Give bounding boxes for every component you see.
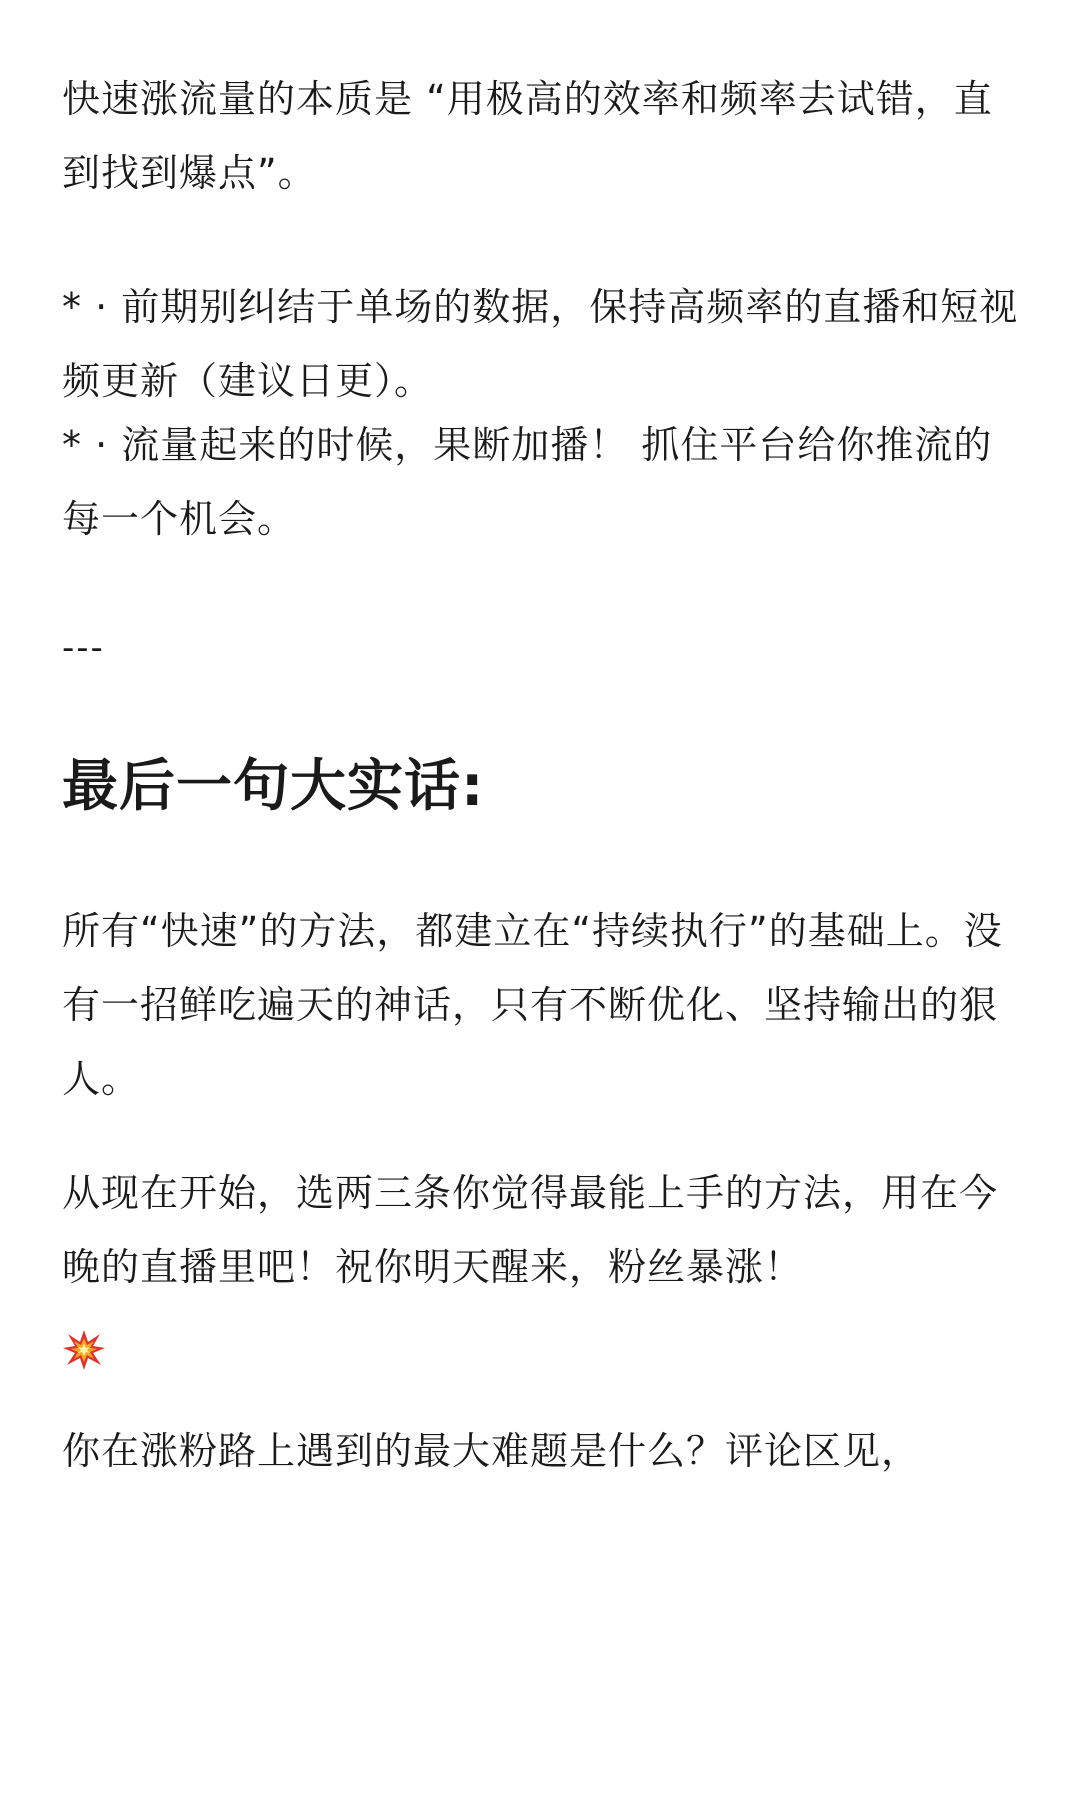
collision-emoji-icon: [62, 1322, 106, 1366]
bullet-text: 前期别纠结于单场的数据，保持高频率的直播和短视频更新（建议日更）。: [62, 285, 1019, 403]
paragraph-conclusion: 所有“快速”的方法，都建立在“持续执行”的基础上。没有一招鲜吃遍天的神话，只有不断优化、坚持输出的狠人。: [62, 909, 1003, 1101]
bullet-item-1: [62, 270, 1022, 418]
paragraph-intro: 快速涨流量的本质是 “用极高的效率和频率去试错，直到找到爆点”。: [62, 77, 993, 195]
section-divider: ---: [62, 628, 105, 668]
paragraph-question: 你在涨粉路上遇到的最大难题是什么？评论区见，: [62, 1429, 921, 1473]
bullet-item-2: [62, 408, 1022, 556]
bullet-marker: * ·: [62, 285, 122, 329]
call-to-action-text: 从现在开始，选两三条你觉得最能上手的方法，用在今晚的直播里吧！祝你明天醒来，粉丝暴涨！: [62, 1171, 999, 1289]
paragraph-call-to-action: [62, 1156, 1022, 1378]
section-heading: 最后一句大实话:: [62, 754, 485, 819]
bullet-marker: * ·: [62, 423, 122, 467]
bullet-text: 流量起来的时候，果断加播！ 抓住平台给你推流的每一个机会。: [62, 423, 993, 541]
